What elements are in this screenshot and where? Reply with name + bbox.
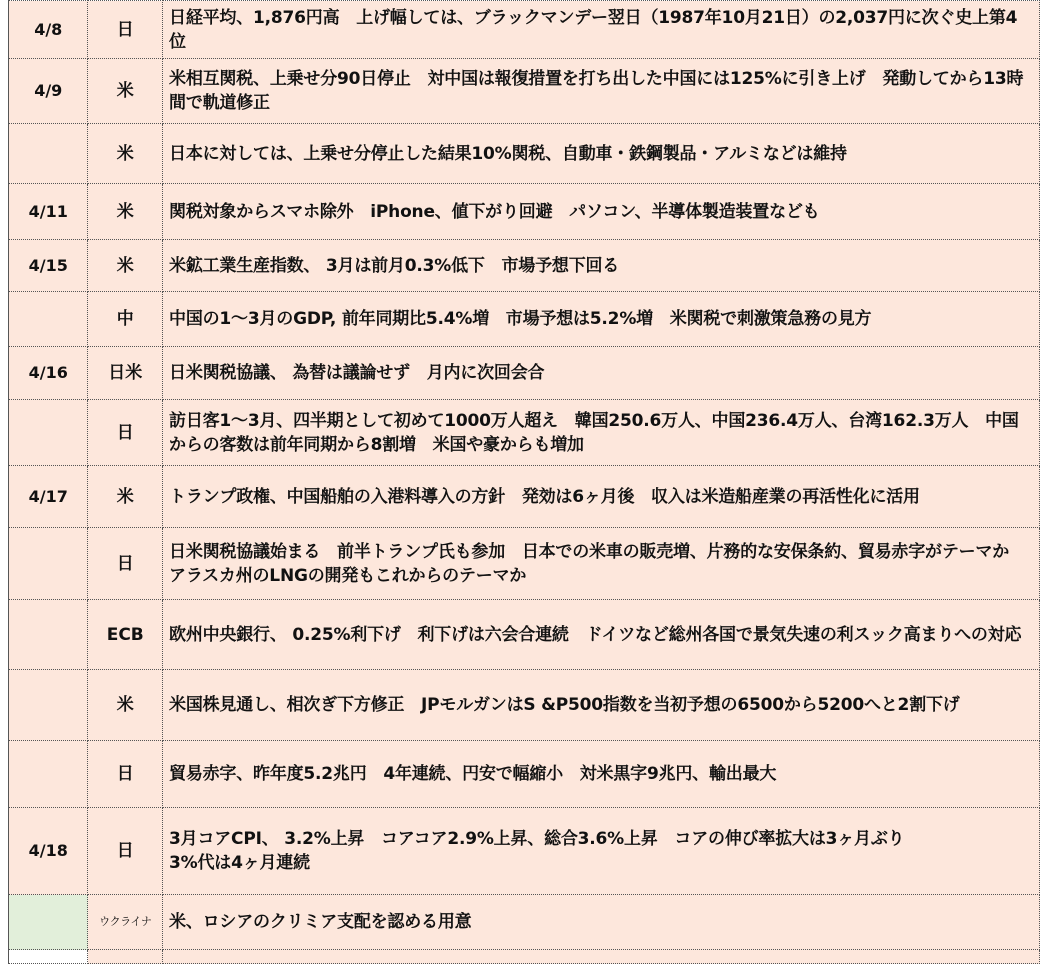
date-cell[interactable] bbox=[9, 528, 88, 600]
table-row bbox=[9, 59, 1040, 124]
event-cell[interactable]: 日米関税協議始まる 前半トランプ氏も参加 日本での米車の販売増、片務的な安保条約、貿易赤字がテーマか アラスカ州のLNGの開発もこれからのテーマか bbox=[163, 528, 1040, 600]
table-row bbox=[9, 895, 1040, 950]
event-cell[interactable] bbox=[163, 950, 1040, 964]
country-cell[interactable]: ECB bbox=[88, 600, 163, 670]
event-cell[interactable]: 欧州中央銀行、 0.25%利下げ 利下げは六会合連続 ドイツなど総州各国で景気失速の利スック高まりへの対応 bbox=[163, 600, 1040, 670]
event-cell[interactable]: 関税対象からスマホ除外 iPhone、値下がり回避 パソコン、半導体製造装置なども bbox=[163, 184, 1040, 240]
date-cell[interactable] bbox=[9, 124, 88, 184]
table-row bbox=[9, 466, 1040, 528]
date-cell[interactable] bbox=[9, 400, 88, 466]
table-row bbox=[9, 741, 1040, 808]
event-cell[interactable]: 3月コアCPI、 3.2%上昇 コアコア2.9%上昇、総合3.6%上昇 コアの伸び率拡大は3ヶ月ぶり 3%代は4ヶ月連続 bbox=[163, 808, 1040, 895]
event-cell[interactable]: 日米関税協議、 為替は議論せず 月内に次回会合 bbox=[163, 347, 1040, 400]
event-cell[interactable]: 米国株見通し、相次ぎ下方修正 JPモルガンはS &P500指数を当初予想の6500から5200へと2割下げ bbox=[163, 670, 1040, 741]
date-cell[interactable] bbox=[9, 292, 88, 347]
event-cell[interactable]: 米相互関税、上乗せ分90日停止 対中国は報復措置を打ち出した中国には125%に引き上げ 発動してから13時間で軌道修正 bbox=[163, 59, 1040, 124]
table-row bbox=[9, 400, 1040, 466]
date-cell[interactable]: 4/15 bbox=[9, 240, 88, 292]
date-cell[interactable]: 4/18 bbox=[9, 808, 88, 895]
date-cell[interactable] bbox=[9, 670, 88, 741]
date-cell[interactable] bbox=[9, 741, 88, 808]
date-cell[interactable]: 4/17 bbox=[9, 466, 88, 528]
table-row bbox=[9, 670, 1040, 741]
date-cell[interactable] bbox=[9, 600, 88, 670]
event-cell[interactable]: 米鉱工業生産指数、 3月は前月0.3%低下 市場予想下回る bbox=[163, 240, 1040, 292]
date-cell[interactable]: 4/11 bbox=[9, 184, 88, 240]
news-table bbox=[8, 0, 1040, 964]
country-cell[interactable]: 日 bbox=[88, 400, 163, 466]
table-row bbox=[9, 347, 1040, 400]
country-cell[interactable]: 米 bbox=[88, 124, 163, 184]
country-cell[interactable] bbox=[88, 950, 163, 964]
country-cell[interactable]: 米 bbox=[88, 670, 163, 741]
country-cell[interactable]: 米 bbox=[88, 59, 163, 124]
country-cell[interactable]: ウクライナ bbox=[88, 895, 163, 950]
table-row bbox=[9, 184, 1040, 240]
country-cell[interactable]: 日 bbox=[88, 1, 163, 59]
country-cell[interactable]: 日 bbox=[88, 741, 163, 808]
country-cell[interactable]: 米 bbox=[88, 240, 163, 292]
event-cell[interactable]: 日経平均、1,876円高 上げ幅しては、ブラックマンデー翌日（1987年10月21日）の2,037円に次ぐ史上第4位 bbox=[163, 1, 1040, 59]
event-cell[interactable]: 貿易赤字、昨年度5.2兆円 4年連続、円安で幅縮小 対米黒字9兆円、輸出最大 bbox=[163, 741, 1040, 808]
date-cell[interactable]: 4/9 bbox=[9, 59, 88, 124]
date-cell[interactable]: 4/8 bbox=[9, 1, 88, 59]
date-cell[interactable] bbox=[9, 950, 88, 964]
date-cell[interactable] bbox=[9, 895, 88, 950]
country-cell[interactable]: 日米 bbox=[88, 347, 163, 400]
event-cell[interactable]: トランプ政権、中国船舶の入港料導入の方針 発効は6ヶ月後 収入は米造船産業の再活性化に活用 bbox=[163, 466, 1040, 528]
country-cell[interactable]: 中 bbox=[88, 292, 163, 347]
table-row bbox=[9, 600, 1040, 670]
event-cell[interactable]: 中国の1～3月のGDP, 前年同期比5.4%増 市場予想は5.2%増 米関税で刺激策急務の見方 bbox=[163, 292, 1040, 347]
event-cell[interactable]: 日本に対しては、上乗せ分停止した結果10%関税、自動車・鉄鋼製品・アルミなどは維持 bbox=[163, 124, 1040, 184]
event-cell[interactable]: 訪日客1～3月、四半期として初めて1000万人超え 韓国250.6万人、中国236.4万人、台湾162.3万人 中国からの客数は前年同期から8割増 米国や豪からも増加 bbox=[163, 400, 1040, 466]
table-row bbox=[9, 124, 1040, 184]
country-cell[interactable]: 日 bbox=[88, 808, 163, 895]
event-cell[interactable]: 米、ロシアのクリミア支配を認める用意 bbox=[163, 895, 1040, 950]
country-cell[interactable]: 米 bbox=[88, 466, 163, 528]
table-row bbox=[9, 808, 1040, 895]
country-cell[interactable]: 米 bbox=[88, 184, 163, 240]
table-row bbox=[9, 528, 1040, 600]
table-row bbox=[9, 240, 1040, 292]
date-cell[interactable]: 4/16 bbox=[9, 347, 88, 400]
country-cell[interactable]: 日 bbox=[88, 528, 163, 600]
table-row bbox=[9, 292, 1040, 347]
table-row bbox=[9, 1, 1040, 59]
table-row bbox=[9, 950, 1040, 964]
